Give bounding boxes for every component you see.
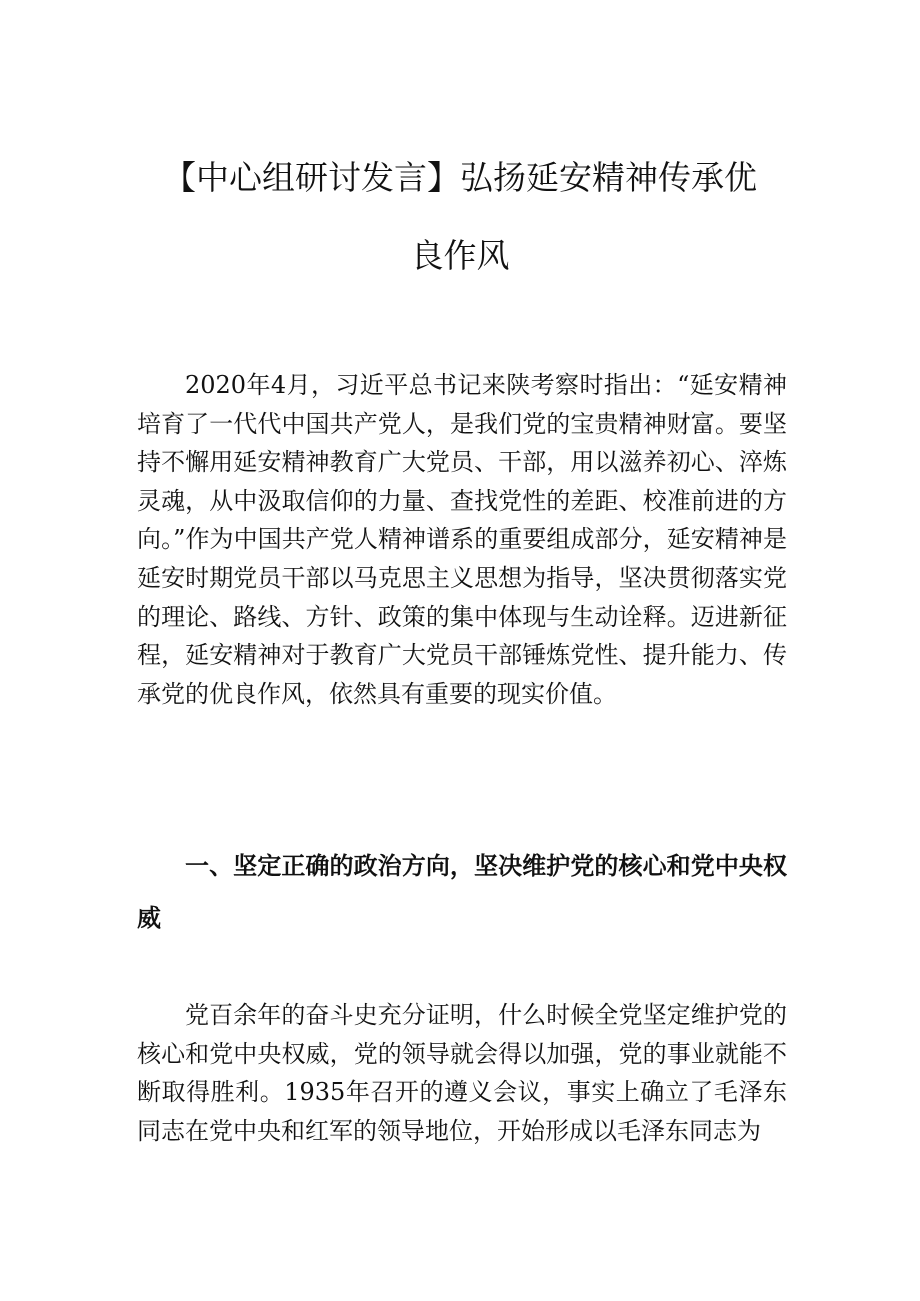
document-title-line-2: 良作风 [410, 236, 510, 275]
document-title-line-1: 【中心组研讨发言】弘扬延安精神传承优 [163, 158, 757, 197]
section-heading-1: 一、坚定正确的政治方向，坚决维护党的核心和党中央权威 [137, 852, 787, 932]
paragraph-intro: 2020年4月，习近平总书记来陕考察时指出：“延安精神培育了一代代中国共产党人，是我们党的宝贵精神财富。要坚持不懈用延安精神教育广大党员、干部，用以滋养初心、淬炼灵魂，从中汲取信仰的力量、查找党性的差距、校准前进的方向。”作为中国共产党人精神谱系的重要组成部分，延安精神是延安时期党员干部以马克思主义思想为指导，坚决贯彻落实党的理论、路线、方针、政策的集中体现与生动诠释。迈进新征程，延安精神对于教育广大党员干部锤炼党性、提升能力、传承党的优良作风，依然具有重要的现实价值。 [137, 371, 787, 708]
paragraph-section-1: 党百余年的奋斗史充分证明，什么时候全党坚定维护党的核心和党中央权威，党的领导就会得以加强，党的事业就能不断取得胜利。1935年召开的遵义会议，事实上确立了毛泽东同志在党中央和红军的领导地位，开始形成以毛泽东同志为 [137, 1001, 787, 1145]
